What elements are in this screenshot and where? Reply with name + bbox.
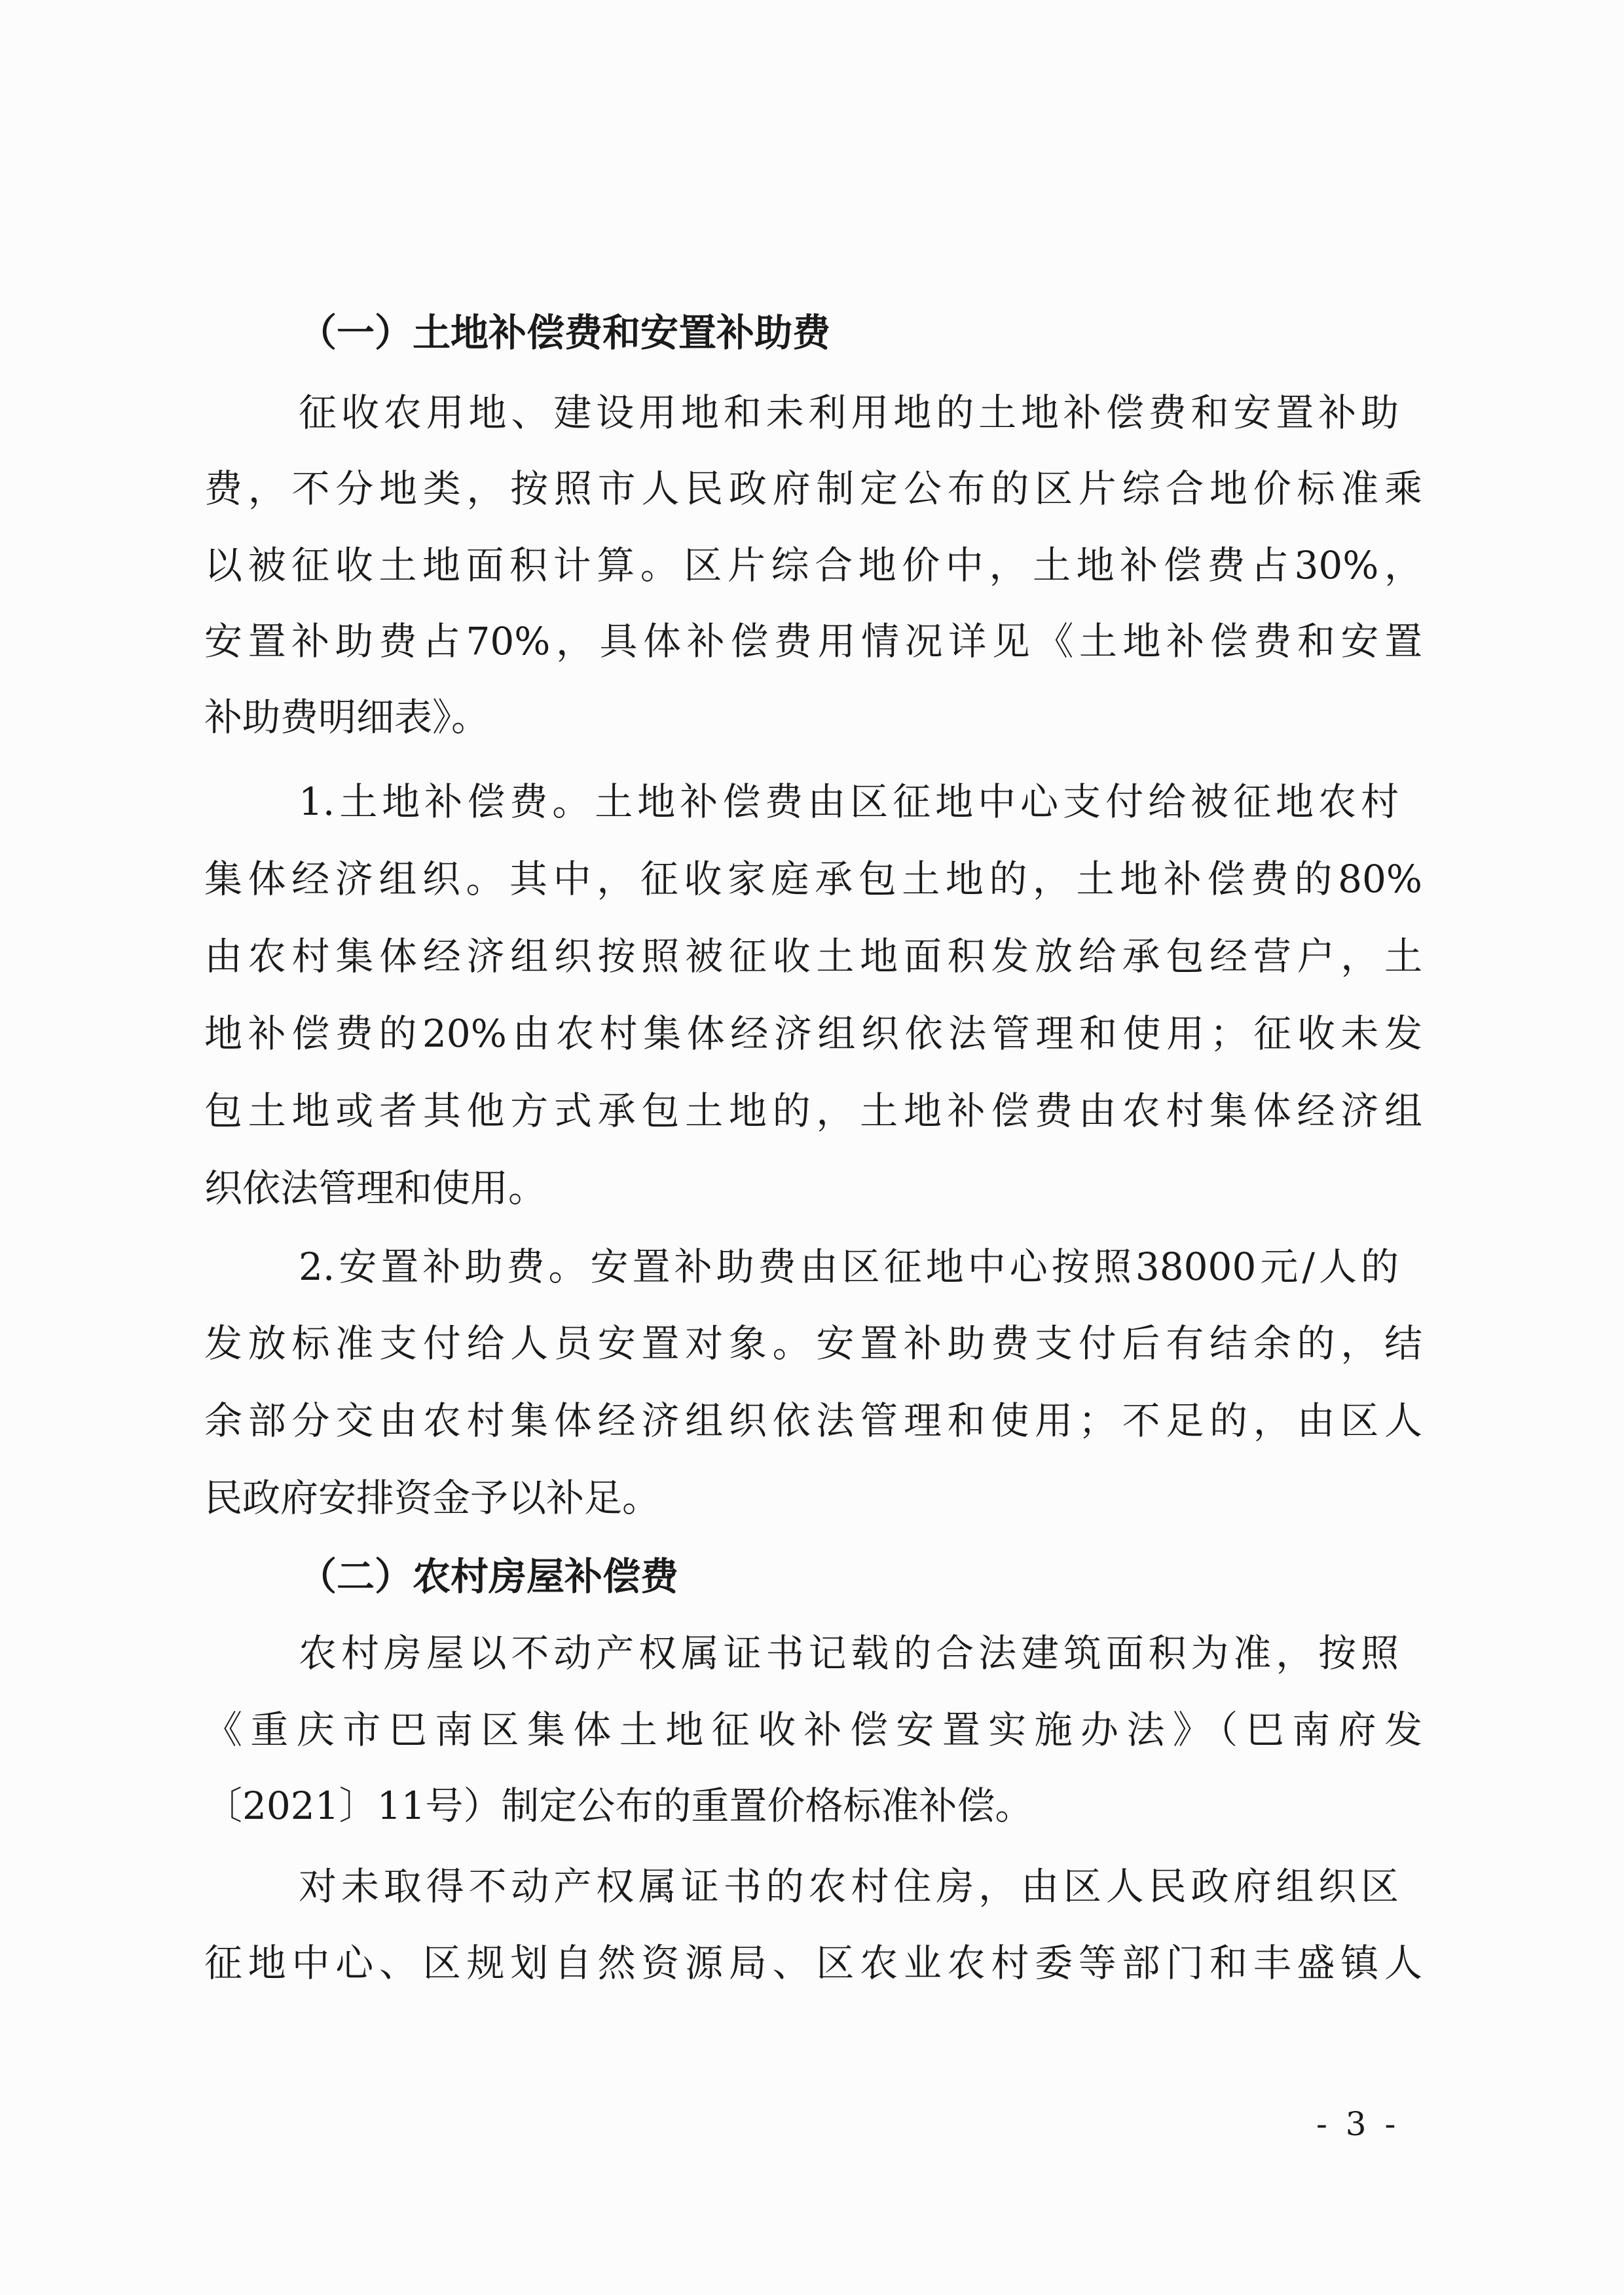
- text-line: 以被征收土地面积计算。区片综合地价中，土地补偿费占30%，: [204, 543, 1422, 588]
- text-line: 集体经济组织。其中，征收家庭承包土地的，土地补偿费的80%: [204, 857, 1422, 901]
- text-line: 补助费明细表》。: [204, 695, 490, 739]
- text-line: 对未取得不动产权属证书的农村住房，由区人民政府组织区: [299, 1864, 1399, 1909]
- text-line: 民政府安排资金予以补足。: [204, 1476, 661, 1520]
- text-line: 由农村集体经济组织按照被征收土地面积发放给承包经营户，土: [204, 934, 1422, 979]
- text-line: 发放标准支付给人员安置对象。安置补助费支付后有结余的，结: [204, 1321, 1422, 1366]
- text-line: 费，不分地类，按照市人民政府制定公布的区片综合地价标准乘: [204, 466, 1422, 511]
- text-line: 〔2021〕11号）制定公布的重置价格标准补偿。: [204, 1783, 1033, 1828]
- text-line: 安置补助费占70%，具体补偿费用情况详见《土地补偿费和安置: [204, 619, 1422, 663]
- section-heading-2: （二）农村房屋补偿费: [299, 1554, 679, 1599]
- text-line: 农村房屋以不动产权属证书记载的合法建筑面积为准，按照: [299, 1631, 1399, 1675]
- text-line: 包土地或者其他方式承包土地的，土地补偿费由农村集体经济组: [204, 1089, 1422, 1133]
- text-line: 《重庆市巴南区集体土地征收补偿安置实施办法》（巴南府发: [204, 1707, 1422, 1752]
- section-heading-1: （一）土地补偿费和安置补助费: [299, 310, 831, 355]
- page-number: - 3 -: [1316, 2105, 1400, 2143]
- text-line: 地补偿费的20%由农村集体经济组织依法管理和使用；征收未发: [204, 1011, 1422, 1056]
- text-line: 余部分交由农村集体经济组织依法管理和使用；不足的，由区人: [204, 1398, 1422, 1443]
- text-line: 2.安置补助费。安置补助费由区征地中心按照38000元/人的: [299, 1244, 1399, 1289]
- text-line: 织依法管理和使用。: [204, 1166, 547, 1210]
- text-line: 征地中心、区规划自然资源局、区农业农村委等部门和丰盛镇人: [204, 1941, 1422, 1985]
- text-line: 征收农用地、建设用地和未利用地的土地补偿费和安置补助: [299, 390, 1399, 435]
- text-line: 1.土地补偿费。土地补偿费由区征地中心支付给被征地农村: [299, 779, 1399, 824]
